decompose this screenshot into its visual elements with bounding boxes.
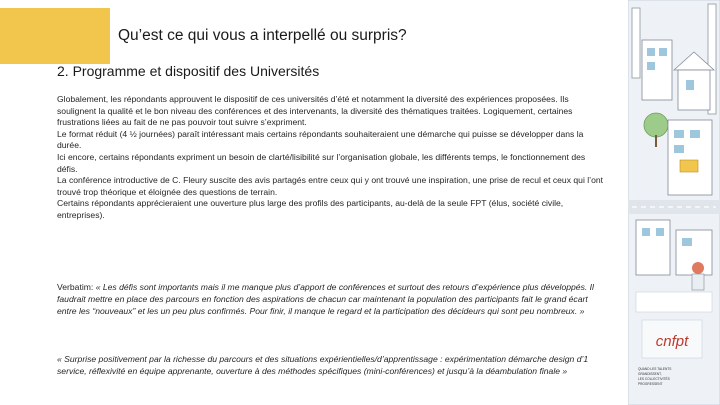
paragraph: Le format réduit (4 ½ journées) paraît intéressant mais certains répondants souhaiteraient une démarche qui puisse se développer dans la durée.	[57, 128, 584, 151]
participant-quote: « Surprise positivement par la richesse du parcours et des situations expérientielles/d’apprentissage : expérimentation démarche design d’1 service, réflexivité en équipe apprenante, ouverture à des méthodes spécifiques (mini-conférences) et jusqu’à la déambulation finale »	[57, 354, 589, 376]
verbatim-label: Verbatim:	[57, 282, 94, 292]
verbatim-block	[57, 282, 609, 318]
logo-text: cnfpt	[655, 333, 689, 350]
slide-title: Qu’est ce qui vous a interpellé ou surpris?	[118, 27, 407, 44]
paragraph: Ici encore, certains répondants expriment un besoin de clarté/lisibilité sur l’organisation globale, les différents temps, le fonctionnement des défis.	[57, 151, 586, 174]
svg-text:GRANDISSENT,: GRANDISSENT,	[638, 372, 662, 376]
summary-text	[57, 94, 607, 222]
svg-text:PROGRESSENT: PROGRESSENT	[638, 382, 663, 386]
verbatim-quote: « Les défis sont importants mais il me manque plus d’apport de conférences et surtout des retours d’expérience plus développés. Il faudrait mettre en place des parcours en fonction des aspirations de chacun car maintenant la population des participants fait le grand écart entre les “nouveaux” et les un peu plus confirmés. Pour finir, il manque le regard et la participation des décideurs qui sont peu nombreux. »	[57, 282, 594, 316]
paragraph: La conférence introductive de C. Fleury suscite des avis partagés entre ceux qui y ont trouvé une inspiration, une prise de recul et ceux qui l’ont trouvé trop théorique et éloignée des questions de terrain.	[57, 175, 604, 197]
city-illustration	[628, 0, 720, 405]
section-subtitle: 2. Programme et dispositif des Universités	[57, 63, 320, 79]
svg-text:QUAND LES TALENTS: QUAND LES TALENTS	[638, 367, 672, 371]
paragraph: Globalement, les répondants approuvent le dispositif de ces universités d’été et notamment la diversité des expériences proposées. Ils soulignent la qualité et le bon niveau des conférences et des intervenants, la diversité des thématiques traitées. Logiquement, certaines frustrations liées au fait de ne pas pouvoir tout suivre s’expriment.	[57, 94, 573, 128]
paragraph: Certains répondants apprécieraient une ouverture plus large des profils des participants, au-delà de la seule FPT (élus, société civile, entreprises).	[57, 198, 564, 220]
svg-text:LES COLLECTIVITÉS: LES COLLECTIVITÉS	[638, 377, 670, 381]
accent-bar	[0, 8, 110, 64]
cnfpt-logo	[642, 320, 702, 358]
